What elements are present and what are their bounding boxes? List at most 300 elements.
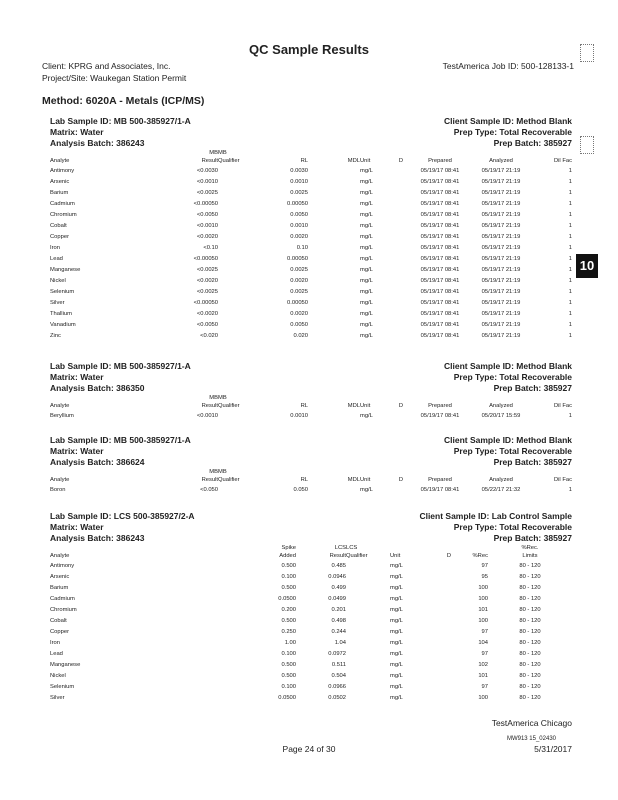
cell-spike-added: 1.00 xyxy=(284,639,296,646)
cell-prepared: 05/19/17 08:41 xyxy=(420,233,460,240)
cell-prepared: 05/19/17 08:41 xyxy=(420,255,460,262)
cell-analyte: Cadmium xyxy=(50,595,75,602)
cell-rl: 0.0025 xyxy=(290,288,308,295)
cell-mdl xyxy=(308,198,360,209)
col-dilfac: Dil Fac xyxy=(553,477,572,483)
cell-unit: mg/L xyxy=(360,310,373,317)
cell-dil-fac: 1 xyxy=(568,310,572,317)
cell-lcs-result: 0.504 xyxy=(331,672,346,679)
cell-d xyxy=(392,319,410,330)
section-tab: 10 xyxy=(576,254,598,278)
cell-analyte: Barium xyxy=(50,189,69,196)
cell-d xyxy=(440,626,458,637)
results-table xyxy=(50,149,572,341)
cell-dil-fac: 1 xyxy=(568,244,572,251)
cell-d xyxy=(392,187,410,198)
cell-prepared: 05/19/17 08:41 xyxy=(420,211,460,218)
table-row xyxy=(50,604,572,615)
cell-result: <0.0025 xyxy=(196,288,218,295)
table-row xyxy=(50,692,572,703)
cell-unit: mg/L xyxy=(360,486,373,493)
cell-result: <0.050 xyxy=(200,486,218,493)
cell-analyzed: 05/19/17 21:19 xyxy=(481,222,521,229)
cell-rl: 0.00050 xyxy=(287,255,308,262)
cell-spike-added: 0.250 xyxy=(281,628,296,635)
cell-d xyxy=(392,264,410,275)
cell-unit: mg/L xyxy=(390,606,403,613)
cell-analyzed: 05/19/17 21:19 xyxy=(481,244,521,251)
table-row xyxy=(50,286,572,297)
cell-prepared: 05/19/17 08:41 xyxy=(420,321,460,328)
cell-d xyxy=(440,637,458,648)
cell-rl: 0.0020 xyxy=(290,233,308,240)
cell-d xyxy=(440,648,458,659)
cell-spike-added: 0.100 xyxy=(281,650,296,657)
rec-limits-group: %Rec. xyxy=(521,545,539,551)
cell-analyte: Copper xyxy=(50,233,70,240)
cell-analyte: Selenium xyxy=(50,683,75,690)
cell-unit: mg/L xyxy=(390,683,403,690)
cell-result: <0.0010 xyxy=(196,222,218,229)
cell-spike-added: 0.500 xyxy=(281,584,296,591)
cell-prepared: 05/19/17 08:41 xyxy=(420,486,460,493)
cell-lcs-result: 0.0946 xyxy=(328,573,346,580)
cell-qualifier xyxy=(218,410,262,421)
cell-limits: 80 - 120 xyxy=(519,672,541,679)
cell-rl: 0.0025 xyxy=(290,189,308,196)
cell-mdl xyxy=(308,165,360,176)
page-number: Page 24 of 30 xyxy=(282,744,336,754)
cell-analyte: Lead xyxy=(50,650,63,657)
cell-rec: 104 xyxy=(478,639,488,646)
cell-analyte: Selenium xyxy=(50,288,75,295)
cell-dil-fac: 1 xyxy=(568,332,572,339)
column-header xyxy=(50,402,572,410)
cell-rec: 101 xyxy=(478,672,488,679)
lab-sample-id: Lab Sample ID: MB 500-385927/1-A xyxy=(50,361,191,371)
cell-mdl xyxy=(308,286,360,297)
client-sample-id: Client Sample ID: Method Blank xyxy=(444,435,572,445)
analysis-batch: Analysis Batch: 386350 xyxy=(50,383,145,393)
cell-analyzed: 05/19/17 21:19 xyxy=(481,299,521,306)
cell-rec: 97 xyxy=(481,562,488,569)
cell-dil-fac: 1 xyxy=(568,412,572,419)
cell-analyzed: 05/19/17 21:19 xyxy=(481,255,521,262)
cell-analyte: Arsenic xyxy=(50,178,70,185)
cell-rec: 100 xyxy=(478,617,488,624)
cell-prepared: 05/19/17 08:41 xyxy=(420,178,460,185)
cell-analyte: Iron xyxy=(50,244,60,251)
table-row xyxy=(50,308,572,319)
cell-spike-added: 0.500 xyxy=(281,672,296,679)
cell-result: <0.0030 xyxy=(196,167,218,174)
cell-analyte: Chromium xyxy=(50,211,77,218)
cell-mdl xyxy=(308,176,360,187)
cell-unit: mg/L xyxy=(360,255,373,262)
cell-lcs-result: 0.499 xyxy=(331,584,346,591)
cell-d xyxy=(392,297,410,308)
cell-dil-fac: 1 xyxy=(568,233,572,240)
qc-section-mb-3 xyxy=(50,435,572,495)
spike-group: Spike xyxy=(281,545,296,551)
column-header xyxy=(50,552,572,560)
section-right-header xyxy=(444,435,572,468)
cell-unit: mg/L xyxy=(390,628,403,635)
cell-qualifier xyxy=(218,198,262,209)
cell-d xyxy=(392,165,410,176)
cell-lcs-result: 1.04 xyxy=(334,639,346,646)
cell-rl: 0.050 xyxy=(293,486,308,493)
col-prepared: Prepared xyxy=(428,477,452,483)
cell-d xyxy=(440,571,458,582)
cell-qualifier xyxy=(218,187,262,198)
col-result: Result xyxy=(201,477,218,483)
cell-rec: 100 xyxy=(478,694,488,701)
cell-lcs-qualifier xyxy=(346,615,390,626)
cell-result: <0.00050 xyxy=(193,299,218,306)
table-row xyxy=(50,264,572,275)
cell-analyte: Silver xyxy=(50,299,65,306)
cell-unit: mg/L xyxy=(360,167,373,174)
cell-prepared: 05/19/17 08:41 xyxy=(420,310,460,317)
cell-mdl xyxy=(308,297,360,308)
cell-qualifier xyxy=(218,264,262,275)
cell-rl: 0.0010 xyxy=(290,412,308,419)
lcs-result-group: LCS xyxy=(334,545,346,551)
matrix: Matrix: Water xyxy=(50,127,104,137)
cell-d xyxy=(392,275,410,286)
cell-result: <0.0025 xyxy=(196,266,218,273)
cell-unit: mg/L xyxy=(390,650,403,657)
cell-dil-fac: 1 xyxy=(568,167,572,174)
cell-unit: mg/L xyxy=(360,200,373,207)
col-result: Result xyxy=(201,158,218,164)
project-site: Project/Site: Waukegan Station Permit xyxy=(42,73,187,83)
cell-rl: 0.020 xyxy=(293,332,308,339)
qc-section-mb-2 xyxy=(50,361,572,421)
cell-limits: 80 - 120 xyxy=(519,639,541,646)
col-unit: Unit xyxy=(360,477,371,483)
cell-analyte: Lead xyxy=(50,255,63,262)
cell-unit: mg/L xyxy=(390,562,403,569)
cell-d xyxy=(392,410,410,421)
cell-dil-fac: 1 xyxy=(568,321,572,328)
cell-d xyxy=(392,209,410,220)
cell-lcs-qualifier xyxy=(346,670,390,681)
lab-sample-id: Lab Sample ID: MB 500-385927/1-A xyxy=(50,435,191,445)
cell-qualifier xyxy=(218,297,262,308)
cell-analyte: Manganese xyxy=(50,661,81,668)
col-lcs-qualifier: Qualifier xyxy=(346,553,368,559)
cell-analyzed: 05/19/17 21:19 xyxy=(481,266,521,273)
cell-analyte: Silver xyxy=(50,694,65,701)
lcs-results-table xyxy=(50,544,572,703)
cell-prepared: 05/19/17 08:41 xyxy=(420,200,460,207)
table-row xyxy=(50,648,572,659)
col-unit: Unit xyxy=(390,553,401,559)
table-row xyxy=(50,242,572,253)
column-group-header xyxy=(50,544,572,552)
cell-lcs-result: 0.201 xyxy=(331,606,346,613)
table-row xyxy=(50,681,572,692)
cell-d xyxy=(392,198,410,209)
table-row xyxy=(50,297,572,308)
cell-prepared: 05/19/17 08:41 xyxy=(420,277,460,284)
cell-result: <0.00050 xyxy=(193,200,218,207)
col-limits: Limits xyxy=(522,553,538,559)
cell-lcs-qualifier xyxy=(346,604,390,615)
cell-result: <0.0010 xyxy=(196,178,218,185)
cell-mdl xyxy=(308,220,360,231)
col-rec: %Rec xyxy=(472,553,488,559)
cell-limits: 80 - 120 xyxy=(519,573,541,580)
cell-mdl xyxy=(308,275,360,286)
cell-dil-fac: 1 xyxy=(568,486,572,493)
table-row xyxy=(50,209,572,220)
col-prepared: Prepared xyxy=(428,403,452,409)
cell-prepared: 05/19/17 08:41 xyxy=(420,266,460,273)
cell-prepared: 05/19/17 08:41 xyxy=(420,189,460,196)
cell-analyte: Boron xyxy=(50,486,66,493)
section-right-header xyxy=(419,511,572,544)
cell-rec: 97 xyxy=(481,650,488,657)
cell-analyzed: 05/19/17 21:19 xyxy=(481,211,521,218)
cell-analyte: Cadmium xyxy=(50,200,75,207)
col-analyzed: Analyzed xyxy=(489,403,513,409)
client-sample-id: Client Sample ID: Lab Control Sample xyxy=(419,511,572,521)
column-group-header xyxy=(50,149,572,157)
cell-qualifier xyxy=(218,308,262,319)
cell-analyzed: 05/19/17 21:19 xyxy=(481,310,521,317)
cell-rl: 0.0025 xyxy=(290,266,308,273)
cell-dil-fac: 1 xyxy=(568,189,572,196)
prep-type: Prep Type: Total Recoverable xyxy=(453,522,572,532)
table-row xyxy=(50,637,572,648)
column-group-header xyxy=(50,468,572,476)
cell-prepared: 05/19/17 08:41 xyxy=(420,222,460,229)
cell-analyte: Nickel xyxy=(50,672,66,679)
cell-analyte: Barium xyxy=(50,584,69,591)
cell-limits: 80 - 120 xyxy=(519,584,541,591)
cell-unit: mg/L xyxy=(360,288,373,295)
cell-limits: 80 - 120 xyxy=(519,606,541,613)
col-d: D xyxy=(398,477,404,483)
cell-limits: 80 - 120 xyxy=(519,617,541,624)
cell-mdl xyxy=(308,330,360,341)
prep-batch: Prep Batch: 385927 xyxy=(493,533,572,543)
cell-mdl xyxy=(308,319,360,330)
cell-unit: mg/L xyxy=(360,189,373,196)
cell-dil-fac: 1 xyxy=(568,178,572,185)
cell-unit: mg/L xyxy=(360,244,373,251)
cell-unit: mg/L xyxy=(390,672,403,679)
cell-qualifier xyxy=(218,319,262,330)
analysis-batch: Analysis Batch: 386243 xyxy=(50,138,145,148)
prep-type: Prep Type: Total Recoverable xyxy=(453,372,572,382)
matrix: Matrix: Water xyxy=(50,372,104,382)
corner-mark xyxy=(580,44,594,62)
cell-qualifier xyxy=(218,286,262,297)
cell-unit: mg/L xyxy=(390,617,403,624)
cell-rec: 102 xyxy=(478,661,488,668)
cell-analyzed: 05/19/17 21:19 xyxy=(481,277,521,284)
cell-qualifier xyxy=(218,242,262,253)
col-rl: RL xyxy=(300,158,308,164)
mb-result-group: MB xyxy=(209,150,218,156)
cell-spike-added: 0.0500 xyxy=(278,595,296,602)
col-qualifier: Qualifier xyxy=(218,477,240,483)
cell-result: <0.0020 xyxy=(196,233,218,240)
prep-batch: Prep Batch: 385927 xyxy=(493,457,572,467)
cell-rl: 0.0030 xyxy=(290,167,308,174)
cell-analyte: Cobalt xyxy=(50,617,67,624)
col-analyzed: Analyzed xyxy=(489,477,513,483)
cell-analyzed: 05/19/17 21:19 xyxy=(481,189,521,196)
cell-result: <0.0010 xyxy=(196,412,218,419)
cell-analyte: Antimony xyxy=(50,167,75,174)
cell-spike-added: 0.100 xyxy=(281,683,296,690)
table-row xyxy=(50,187,572,198)
cell-spike-added: 0.500 xyxy=(281,617,296,624)
cell-analyzed: 05/19/17 21:19 xyxy=(481,178,521,185)
cell-result: <0.10 xyxy=(203,244,218,251)
table-row xyxy=(50,571,572,582)
client-name: Client: KPRG and Associates, Inc. xyxy=(42,61,171,71)
cell-spike-added: 0.100 xyxy=(281,573,296,580)
cell-d xyxy=(392,176,410,187)
cell-analyzed: 05/19/17 21:19 xyxy=(481,332,521,339)
col-unit: Unit xyxy=(360,403,371,409)
cell-analyzed: 05/19/17 21:19 xyxy=(481,288,521,295)
col-analyte: Analyte xyxy=(50,553,70,559)
table-row xyxy=(50,220,572,231)
cell-limits: 80 - 120 xyxy=(519,628,541,635)
client-sample-id: Client Sample ID: Method Blank xyxy=(444,361,572,371)
section-right-header xyxy=(444,361,572,394)
cell-unit: mg/L xyxy=(360,178,373,185)
col-d: D xyxy=(398,158,404,164)
cell-lcs-qualifier xyxy=(346,626,390,637)
column-header xyxy=(50,157,572,165)
col-dilfac: Dil Fac xyxy=(553,158,572,164)
prep-type: Prep Type: Total Recoverable xyxy=(453,446,572,456)
cell-unit: mg/L xyxy=(390,661,403,668)
col-unit: Unit xyxy=(360,158,371,164)
cell-analyte: Iron xyxy=(50,639,60,646)
cell-unit: mg/L xyxy=(360,233,373,240)
cell-qualifier xyxy=(218,275,262,286)
document-code: MW913 15_02430 xyxy=(506,736,556,742)
cell-analyte: Vanadium xyxy=(50,321,76,328)
cell-dil-fac: 1 xyxy=(568,200,572,207)
cell-analyte: Arsenic xyxy=(50,573,70,580)
col-d: D xyxy=(446,553,452,559)
cell-d xyxy=(440,692,458,703)
cell-mdl xyxy=(308,209,360,220)
cell-d xyxy=(392,308,410,319)
method-heading: Method: 6020A - Metals (ICP/MS) xyxy=(42,95,205,107)
cell-result: <0.0020 xyxy=(196,277,218,284)
cell-analyte: Copper xyxy=(50,628,70,635)
cell-analyte: Beryllium xyxy=(50,412,74,419)
cell-prepared: 05/19/17 08:41 xyxy=(420,167,460,174)
table-row xyxy=(50,319,572,330)
cell-qualifier xyxy=(218,253,262,264)
table-row xyxy=(50,253,572,264)
table-row xyxy=(50,615,572,626)
cell-analyte: Zinc xyxy=(50,332,61,339)
cell-rec: 97 xyxy=(481,628,488,635)
cell-spike-added: 0.0500 xyxy=(278,694,296,701)
client-sample-id: Client Sample ID: Method Blank xyxy=(444,116,572,126)
cell-rl: 0.0050 xyxy=(290,211,308,218)
cell-d xyxy=(392,286,410,297)
results-table xyxy=(50,468,572,495)
cell-unit: mg/L xyxy=(360,332,373,339)
cell-rl: 0.0010 xyxy=(290,178,308,185)
cell-rl: 0.10 xyxy=(296,244,308,251)
cell-spike-added: 0.500 xyxy=(281,661,296,668)
cell-limits: 80 - 120 xyxy=(519,650,541,657)
cell-prepared: 05/19/17 08:41 xyxy=(420,332,460,339)
table-row xyxy=(50,484,572,495)
page-title: QC Sample Results xyxy=(249,42,369,57)
cell-unit: mg/L xyxy=(390,694,403,701)
cell-d xyxy=(392,330,410,341)
cell-rec: 97 xyxy=(481,683,488,690)
cell-unit: mg/L xyxy=(360,266,373,273)
col-mdl: MDL xyxy=(347,477,360,483)
cell-lcs-qualifier xyxy=(346,681,390,692)
cell-unit: mg/L xyxy=(360,277,373,284)
cell-limits: 80 - 120 xyxy=(519,694,541,701)
cell-result: <0.0050 xyxy=(196,321,218,328)
cell-d xyxy=(440,593,458,604)
cell-spike-added: 0.200 xyxy=(281,606,296,613)
cell-rec: 100 xyxy=(478,584,488,591)
section-right-header xyxy=(444,116,572,149)
cell-mdl xyxy=(308,264,360,275)
col-mdl: MDL xyxy=(347,403,360,409)
cell-rec: 95 xyxy=(481,573,488,580)
cell-analyzed: 05/22/17 21:32 xyxy=(481,486,521,493)
mb-result-group: MB xyxy=(209,469,218,475)
cell-d xyxy=(440,659,458,670)
cell-analyzed: 05/19/17 21:19 xyxy=(481,233,521,240)
cell-mdl xyxy=(308,484,360,495)
cell-qualifier xyxy=(218,220,262,231)
analysis-batch: Analysis Batch: 386243 xyxy=(50,533,145,543)
cell-d xyxy=(440,604,458,615)
col-prepared: Prepared xyxy=(428,158,452,164)
table-row xyxy=(50,198,572,209)
cell-rl: 0.0020 xyxy=(290,277,308,284)
table-row xyxy=(50,626,572,637)
col-d: D xyxy=(398,403,404,409)
cell-lcs-result: 0.0502 xyxy=(328,694,346,701)
table-row xyxy=(50,176,572,187)
cell-spike-added: 0.500 xyxy=(281,562,296,569)
cell-prepared: 05/19/17 08:41 xyxy=(420,288,460,295)
results-table xyxy=(50,394,572,421)
mb-qualifier-group: MB xyxy=(218,395,227,401)
col-mdl: MDL xyxy=(347,158,360,164)
cell-prepared: 05/19/17 08:41 xyxy=(420,299,460,306)
cell-prepared: 05/19/17 08:41 xyxy=(420,412,460,419)
cell-qualifier xyxy=(218,165,262,176)
cell-lcs-qualifier xyxy=(346,582,390,593)
cell-lcs-result: 0.511 xyxy=(331,661,346,668)
